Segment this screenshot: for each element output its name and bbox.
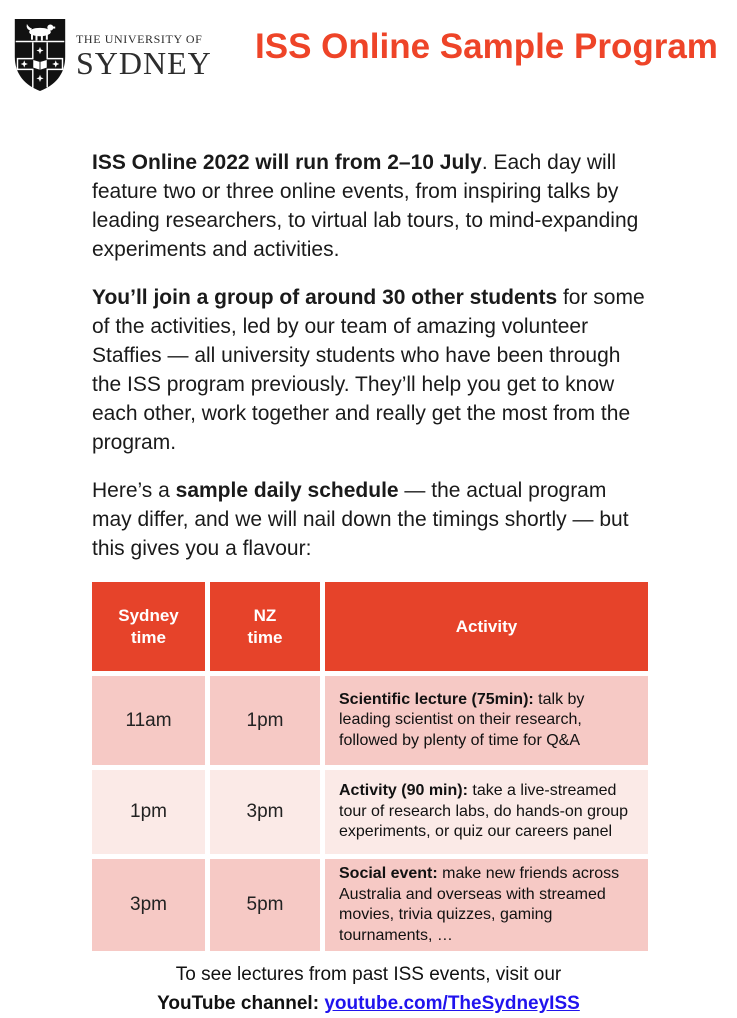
group-paragraph: You’ll join a group of around 30 other students for some of the activities, led by our team of amazing volunteer Staffies — all university students who have been through the ISS program previously. They’ll help you get to know each other, work together and really get the most from the program.: [92, 286, 645, 454]
table-cell-activity: Scientific lecture (75min): talk by leading scientist on their research, followed by plenty of time for Q&A: [325, 676, 648, 765]
sydney-shield-icon: [13, 16, 67, 94]
schedule-table: [92, 582, 648, 951]
page-header: [0, 0, 737, 116]
logo-line2: SYDNEY: [76, 45, 212, 81]
table-cell-activity: Social event: make new friends across Australia and overseas with streamed movies, trivia quizzes, gaming tournaments, …: [325, 859, 648, 951]
logo-line1: THE UNIVERSITY OF: [76, 32, 203, 46]
document-body: [92, 148, 645, 1018]
logo-wordmark: [76, 32, 212, 81]
youtube-link[interactable]: youtube.com/TheSydneyISS: [324, 993, 580, 1014]
schedule-intro-paragraph: Here’s a sample daily schedule — the actual program may differ, and we will nail down the timings shortly — but this gives you a flavour:: [92, 479, 629, 560]
table-cell-sydney-time: 1pm: [92, 770, 205, 854]
table-cell-nz-time: 3pm: [210, 770, 320, 854]
intro-paragraph: ISS Online 2022 will run from 2–10 July. Each day will feature two or three online events, from inspiring talks by leading researchers, to virtual lab tours, to mind-expanding experiments and activities.: [92, 151, 639, 261]
table-header-sydney-time: Sydney time: [92, 582, 205, 671]
table-header-activity: Activity: [325, 582, 648, 671]
table-header-nz-time: NZ time: [210, 582, 320, 671]
table-cell-activity: Activity (90 min): take a live-streamed tour of research labs, do hands-on group experiments, or quiz our careers panel: [325, 770, 648, 854]
footer-line2: [92, 989, 645, 1018]
university-of-sydney-logo: [13, 16, 212, 94]
table-cell-nz-time: 5pm: [210, 859, 320, 951]
table-cell-sydney-time: 11am: [92, 676, 205, 765]
youtube-channel-label: YouTube channel:: [157, 993, 325, 1014]
footer: [92, 960, 645, 1018]
table-cell-nz-time: 1pm: [210, 676, 320, 765]
page-title: ISS Online Sample Program: [255, 27, 718, 66]
table-cell-sydney-time: 3pm: [92, 859, 205, 951]
footer-line1: To see lectures from past ISS events, visit our: [175, 964, 562, 985]
